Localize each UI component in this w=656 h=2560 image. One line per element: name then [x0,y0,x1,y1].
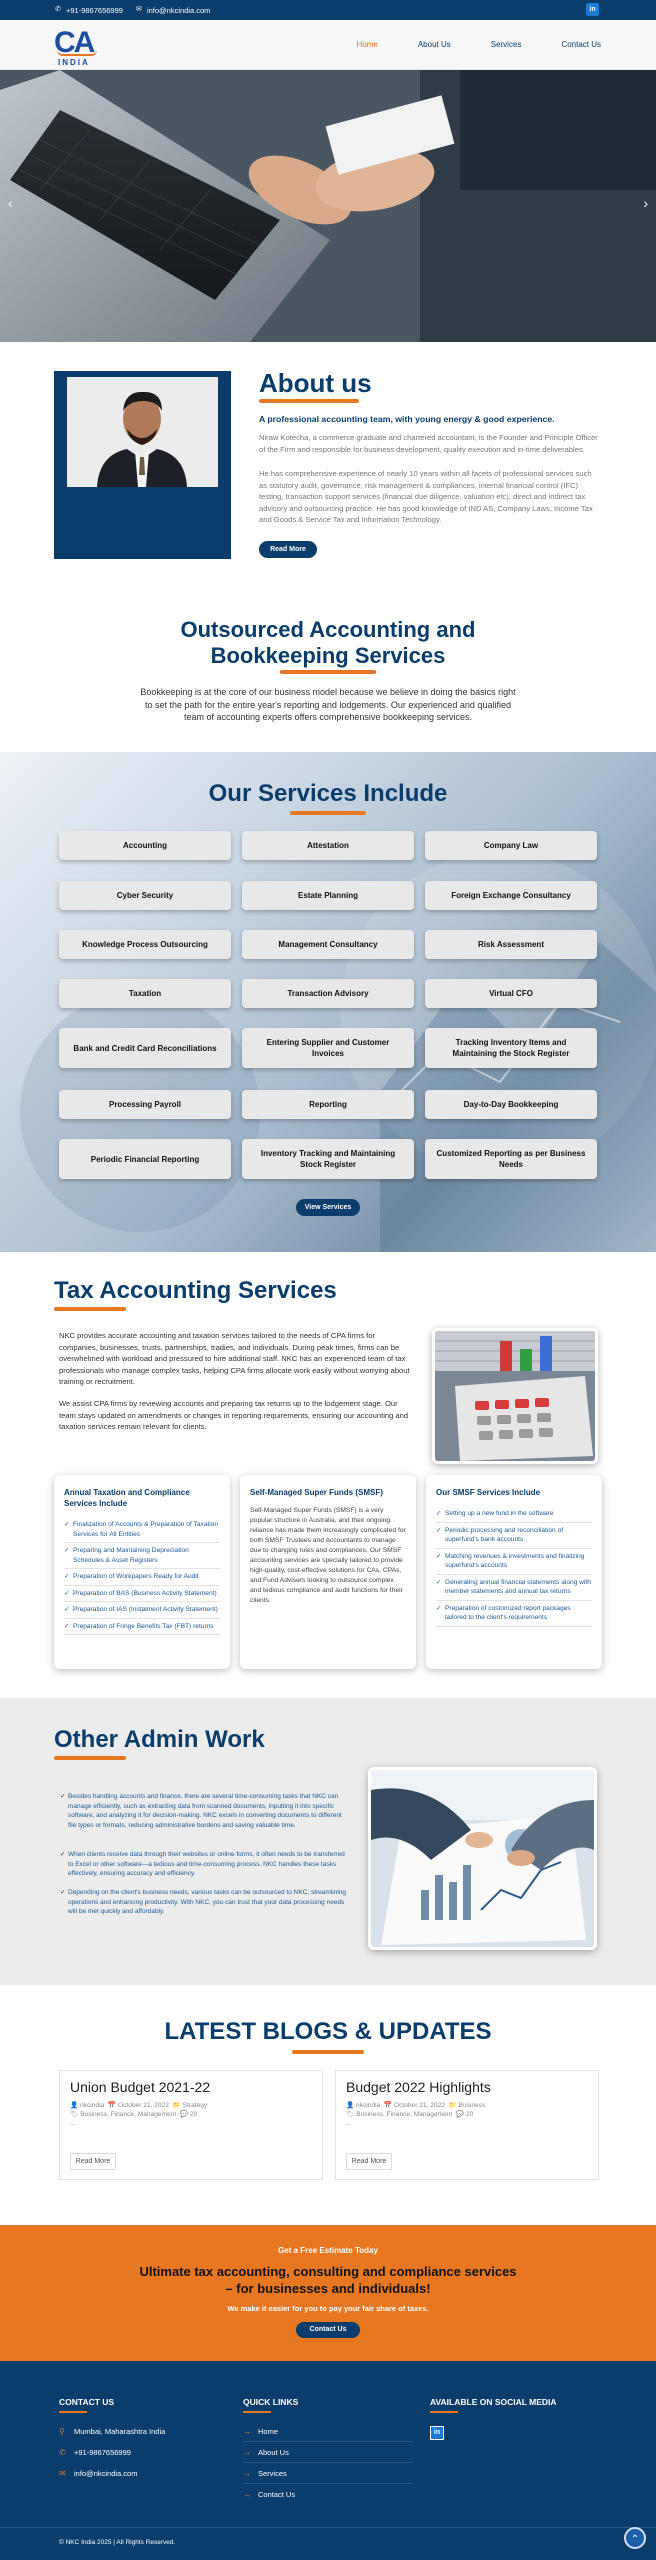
comment-icon: 💬 [179,2111,190,2118]
service-risk-assessment[interactable]: Risk Assessment [425,930,597,959]
arrow-right-icon: → [243,2448,251,2457]
list-item: ✓ Generating annual financial statements along with member statements and annual tax returns [436,1575,592,1601]
outsourced-underline [280,670,376,674]
card-title: Self-Managed Super Funds (SMSF) [250,1488,383,1497]
card-list [64,1517,220,1635]
service-virtual-cfo[interactable]: Virtual CFO [425,979,597,1008]
list-item: ✓ Preparing and Maintaining Depreciation Schedules & Asset Registers [64,1543,220,1569]
author-icon: 👤 [346,2102,357,2109]
divider [243,2441,413,2442]
blog-title[interactable]: Union Budget 2021-22 [70,2079,211,2095]
cta-banner [0,2225,656,2361]
service-kpo[interactable]: Knowledge Process Outsourcing [59,930,231,959]
about-tagline: A professional accounting team, with young energy & good experience. [259,414,555,424]
service-cyber-security[interactable]: Cyber Security [59,881,231,910]
email-icon: ✉ [136,6,142,13]
footer-contact-title: CONTACT US [59,2397,115,2407]
copyright: © NKC India 2025 | All Rights Reserved. [59,2539,176,2546]
footer-underline [430,2411,458,2413]
card-title: Our SMSF Services Include [436,1488,541,1497]
admin-item-3: ✓ Depending on the client's business needs, various tasks can be outsourced to NKC, streamlining operations and enhancing productivity. With NKC, you can trust that your data processing needs will be met quickly and affordably. [60,1888,348,1917]
blog-card-1 [59,2070,323,2180]
admin-image [368,1767,597,1950]
hero-slider [0,70,656,342]
calendar-icon: 📅 [107,2102,118,2109]
footer-address: ⚲ Mumbai, Maharashtra India [59,2427,166,2436]
about-read-more-button[interactable]: Read More [259,541,317,558]
admin-underline [54,1756,126,1760]
about-title: About us [259,368,372,398]
footer-social-title: AVAILABLE ON SOCIAL MEDIA [430,2397,557,2407]
arrow-right-icon: → [243,2469,251,2478]
nav-contact[interactable]: Contact Us [561,40,601,49]
blog-title[interactable]: Budget 2022 Highlights [346,2079,491,2095]
logo-swoosh [57,50,97,56]
service-taxation[interactable]: Taxation [59,979,231,1008]
logo-subtext: INDIA [58,58,90,67]
about-portrait-frame [54,371,231,559]
footer-phone[interactable]: ✆ +91-9867656999 [59,2448,131,2457]
tax-card-smsf [240,1475,416,1669]
phone-icon: ✆ [55,6,61,13]
about-title-underline [259,399,359,403]
blog-meta: 👤 nkcindia 📅 October 21, 2022 📁 Strategy 🏷 Business, Finance, Management 💬 20 ... [70,2102,208,2127]
comment-icon: 💬 [455,2111,466,2118]
nav-services[interactable]: Services [490,40,522,49]
card-title: Annual Taxation and Compliance Services Include [64,1488,190,1508]
hero-next-arrow[interactable]: › [643,195,648,211]
list-item: ✓ Preparation of IAS (Instalment Activity Statement) [64,1602,220,1619]
topbar-phone[interactable]: ✆ +91-9867656999 [55,5,123,15]
list-item: ✓ Setting up a new fund in the software [436,1506,592,1523]
blogs-title: LATEST BLOGS & UPDATES [164,2018,492,2045]
service-invoices[interactable]: Entering Supplier and Customer Invoices [242,1028,414,1068]
admin-item-2: ✓ When clients receive data through their websites or online forms, it often needs to be transferred to Excel or other software—a tedious and time-consuming process. NKC handles these tasks effectively, ensuring accuracy and efficiency. [60,1850,348,1879]
read-more-button[interactable]: Read More [346,2153,392,2170]
linkedin-icon[interactable]: in [430,2426,444,2440]
cta-eyebrow: Get a Free Estimate Today [278,2246,378,2255]
divider [243,2483,413,2484]
service-company-law[interactable]: Company Law [425,831,597,860]
tax-underline [54,1307,126,1311]
top-bar [0,0,656,20]
folder-icon: 📁 [172,2102,183,2109]
blog-meta: 👤 nkcindia 📅 October 21, 2022 📁 Business 🏷 Business, Finance, Management 💬 20 ... [346,2102,486,2127]
phone-icon: ✆ [59,2448,66,2457]
services-underline [290,811,366,815]
tag-icon: 🏷 [346,2111,357,2118]
tax-card-annual [54,1475,230,1669]
list-item: ✓ Preparation of Fringe Benefits Tax (FBT) returns [64,1619,220,1636]
footer-link-about[interactable]: → About Us [243,2448,289,2457]
footer-link-contact[interactable]: → Contact Us [243,2490,296,2499]
main-nav [316,40,601,49]
service-estate-planning[interactable]: Estate Planning [242,881,414,910]
list-item: ✓ Preparation of Workpapers Ready for Audit [64,1569,220,1586]
outsourced-title-line-1: Outsourced Accounting and [180,617,476,642]
footer-underline [59,2411,87,2413]
outsourced-title [0,617,656,669]
back-to-top-button[interactable]: ⌃ [624,2527,646,2549]
footer-divider [0,2527,656,2528]
hero-image [0,70,656,342]
site-logo[interactable] [54,26,104,68]
about-paragraph-2: He has comprehensive experience of nearly 10 years within all facets of professional services such as statutory audit, governance, risk management & compliances, internal financial control (IFC) testing, transaction support services (financial due diligence, valuation etc), direct and indirect tax advisory and outsourcing practice. He has good knowledge of IND AS, Company Laws, Income Tax and Goods & Service Tax and Information Technology. [259,469,593,524]
about-paragraph-1: Niraw Kotecha, a commerce graduate and chartered accountant, is the Founder and Principle Officer of the Firm and responsible for business development, quality execution and in-time deliverables. [259,433,598,454]
footer-underline [243,2411,271,2413]
service-reconciliations[interactable]: Bank and Credit Card Reconciliations [59,1028,231,1068]
linkedin-icon[interactable]: in [586,3,599,16]
founder-photo [67,377,218,487]
nav-about[interactable]: About Us [417,40,451,49]
footer-links-title: QUICK LINKS [243,2397,299,2407]
blog-card-2 [335,2070,599,2180]
tax-paragraph-2: We assist CPA firms by reviewing accounts and preparing tax returns up to the lodgement stage. Our team stays updated on amendments or changes in reporting requirements, ensuring our accounting and taxation services remain relevant for clients. [59,1399,409,1431]
nav-home[interactable]: Home [356,40,378,49]
list-item: ✓ Periodic processing and reconciliation of superfund's bank accounts [436,1523,592,1549]
hero-prev-arrow[interactable]: ‹ [8,195,13,211]
service-attestation[interactable]: Attestation [242,831,414,860]
service-bookkeeping[interactable]: Day-to-Day Bookkeeping [425,1090,597,1119]
location-icon: ⚲ [59,2427,65,2436]
cta-contact-button[interactable]: Contact Us [296,2322,360,2338]
logo-mark: CA [54,26,94,59]
admin-item-1: ✓ Besides handling accounts and finance, there are several time-consuming tasks that NKC can manage efficiently, such as extracting data from scanned documents, inputting it into specific software, and analyzing it for decision-making. NKC excels in converting documents to different file types or formats, reducing administrative burdens and saving valuable time. [60,1792,348,1830]
list-item: ✓ Preparation of customized report packages tailored to the client's requirements [436,1601,592,1627]
cta-subtext: We make it easier for you to pay your fair share of taxes. [227,2304,429,2313]
site-header [0,20,656,70]
service-customized-reporting[interactable]: Customized Reporting as per Business Needs [425,1139,597,1179]
services-title: Our Services Include [208,780,448,807]
service-management-consultancy[interactable]: Management Consultancy [242,930,414,959]
footer-link-services[interactable]: → Services [243,2469,287,2478]
email-icon: ✉ [59,2469,66,2478]
service-inventory-tracking[interactable]: Tracking Inventory Items and Maintaining the Stock Register [425,1028,597,1068]
tax-paragraph-1: NKC provides accurate accounting and taxation services tailored to the needs of CPA firms for companies, businesses, trusts, partnerships, tradies, and individuals. During peak times, firms can be overwhelmed with workload and pressured to hire additional staff. NKC has an experienced team of tax professionals who manage complex tasks, helping CPA firms allocate work easily without worrying about training or recruitment. [59,1331,410,1386]
arrow-right-icon: → [243,2427,251,2436]
arrow-right-icon: → [243,2490,251,2499]
calculator-image [432,1328,598,1464]
service-transaction-advisory[interactable]: Transaction Advisory [242,979,414,1008]
tax-card-smsf-services [426,1475,602,1669]
service-reporting[interactable]: Reporting [242,1090,414,1119]
tax-title: Tax Accounting Services [54,1277,337,1304]
list-item: ✓ Preparation of BAS (Business Activity Statement) [64,1586,220,1603]
tag-icon: 🏷 [70,2111,81,2118]
cta-line-1: Ultimate tax accounting, consulting and compliance services [139,2264,517,2279]
blogs-underline [292,2050,364,2054]
service-inventory-stock-register[interactable]: Inventory Tracking and Maintaining Stock Register [242,1139,414,1179]
card-text: Self-Managed Super Funds (SMSF) is a very popular structure in Australia, and their ongoing reliance has made them increasingly complicated for both SMSF Trustees and Accountants to manage due to changing rules and compliances. Our SMSF accounting services are specially tailored to provide high-quality, cost-effective solutions for CAs, CPAs, and Fund Advisers looking to outsource complex and tedious compliance and audit functions for their clients. [250,1507,406,1604]
service-periodic-reporting[interactable]: Periodic Financial Reporting [59,1139,231,1179]
footer-link-home[interactable]: → Home [243,2427,279,2436]
folder-icon: 📁 [448,2102,459,2109]
list-item: ✓ Matching revenues & investments and finalizing superfund's accounts [436,1549,592,1575]
topbar-email[interactable]: ✉ info@nkcindia.com [136,5,211,15]
admin-title: Other Admin Work [54,1726,265,1753]
divider [243,2462,413,2463]
cta-line-2: – for businesses and individuals! [225,2281,431,2296]
service-forex-consultancy[interactable]: Foreign Exchange Consultancy [425,881,597,910]
read-more-button[interactable]: Read More [70,2153,116,2170]
view-services-button[interactable]: View Services [296,1199,360,1216]
author-icon: 👤 [70,2102,81,2109]
service-payroll[interactable]: Processing Payroll [59,1090,231,1119]
footer-email[interactable]: ✉ info@nkcindia.com [59,2469,138,2478]
list-item: ✓ Finalization of Accounts & Preparation of Taxation Services for All Entities [64,1517,220,1543]
site-footer [0,2361,656,2560]
service-accounting[interactable]: Accounting [59,831,231,860]
outsourced-title-line-2: Bookkeeping Services [210,643,446,668]
calendar-icon: 📅 [383,2102,394,2109]
outsourced-text: Bookkeeping is at the core of our business model because we believe in doing the basics right to set the path for the entire year's reporting and lodgements. Our experienced and qualified team of accounting experts offers comprehensive bookkeeping services. [140,687,516,722]
card-list [436,1506,592,1627]
